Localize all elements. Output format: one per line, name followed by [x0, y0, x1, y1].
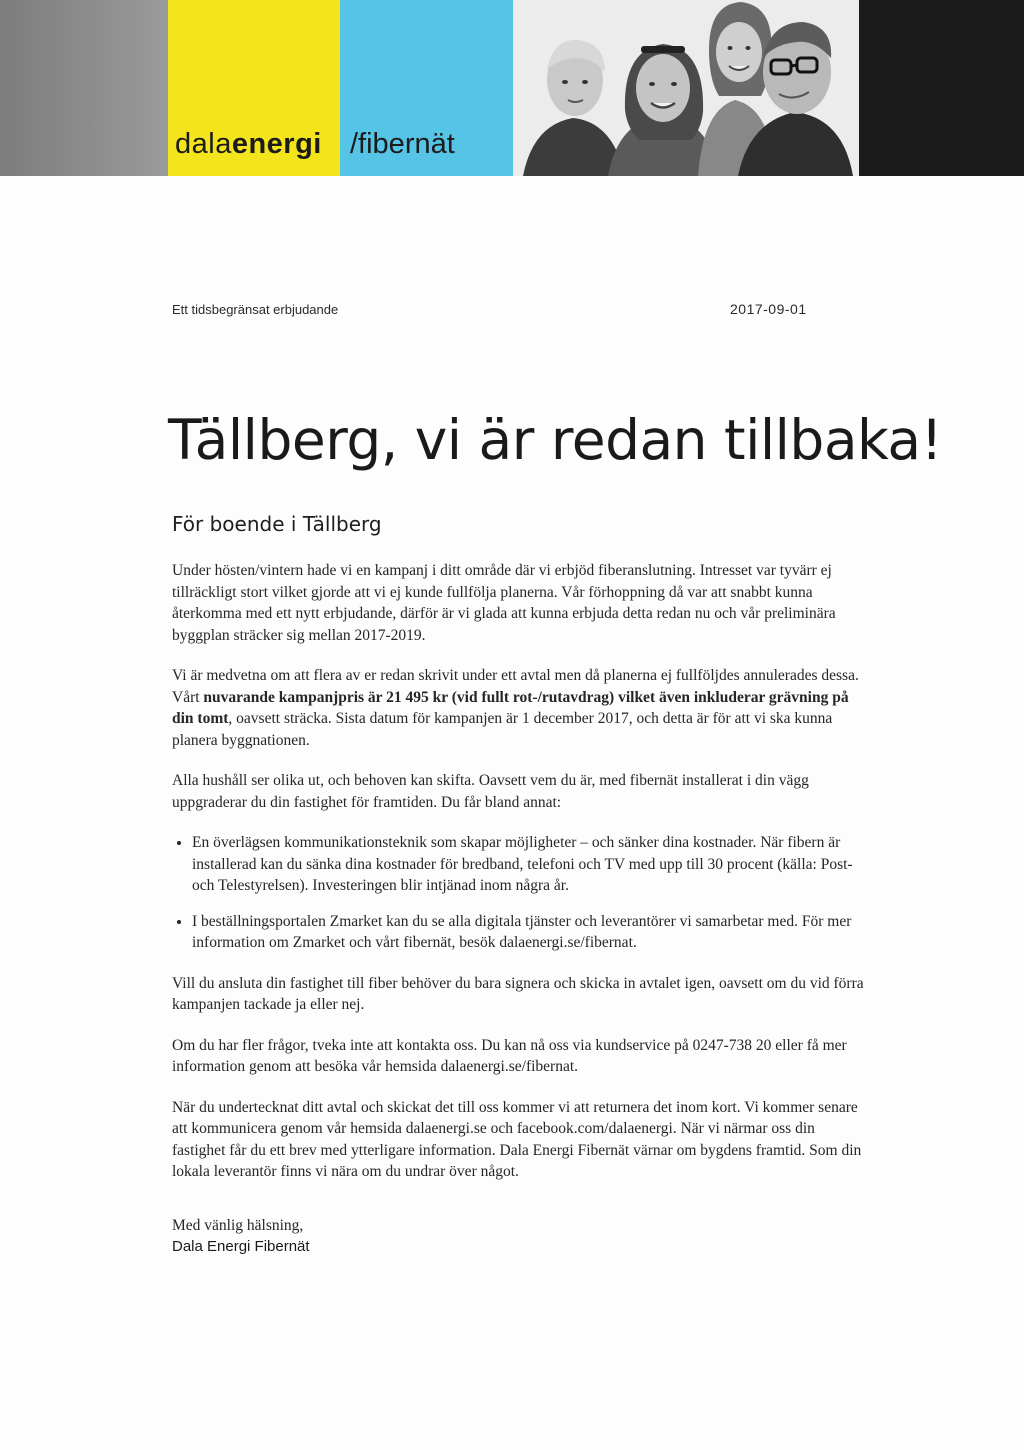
signature-block: [172, 1215, 872, 1258]
header-banner: [0, 0, 1024, 176]
signature-sender: Dala Energi Fibernät: [172, 1238, 310, 1255]
letter-date: 2017-09-01: [730, 301, 807, 317]
brand-logo: [175, 128, 322, 161]
brand-logo-light: dala: [175, 128, 232, 160]
family-photo-illustration: [513, 0, 859, 176]
letter-body: [172, 560, 872, 1258]
list-item: • I beställningsportalen Zmarket kan du se alla digitala tjänster och leverantörer vi samarbetar med. För mer information om Zmarket och vårt fibernät, besök dalaenergi.se/fibernat.: [192, 911, 872, 954]
offer-label: Ett tidsbegränsat erbjudande: [172, 302, 339, 317]
subheading: För boende i Tällberg: [172, 512, 382, 536]
paragraph-signup: Vill du ansluta din fastighet till fiber behöver du bara signera och skicka in avtalet igen, oavsett om du vid förra kampanjen tackade ja eller nej.: [172, 974, 864, 1013]
benefits-list: [172, 832, 872, 954]
signature-closing: Med vänlig hälsning,: [172, 1216, 304, 1234]
banner-gray-block: [0, 0, 168, 176]
paragraph-contact: Om du har fler frågor, tveka inte att kontakta oss. Du kan nå oss via kundservice på 0247-738 20 eller få mer information genom att besöka vår hemsida dalaenergi.se/fibernat.: [172, 1036, 847, 1075]
paragraph-intro: Under hösten/vintern hade vi en kampanj i ditt område där vi erbjöd fiberanslutning. Intresset var tyvärr ej tillräckligt stort vilket gjorde att vi ej kunde fullfölja planerna. Vår förhoppning då var att snabbt kunna återkomma med ett nytt erbjudande, därför är vi glada att kunna erbjuda detta redan nu och vår preliminära byggplan sträcker sig mellan 2017-2019.: [172, 562, 836, 644]
campaign-price-highlight: nuvarande kampanjpris är 21 495 kr (vid fullt rot-/rutavdrag) vilket även inkluderar grävning på din tomt: [172, 688, 849, 727]
brand-suffix: /fibernät: [350, 128, 455, 160]
list-item: • En överlägsen kommunikationsteknik som skapar möjligheter – och sänker dina kostnader. När fibern är installerad kan du sänka dina kostnader för bredband, telefoni och TV med upp till 30 procent (källa: Post- och Telestyrelsen). Investeringen blir intjänad inom några år.: [192, 832, 872, 897]
paragraph-benefits-intro: Alla hushåll ser olika ut, och behoven kan skifta. Oavsett vem du är, med fibernät installerat i din vägg uppgraderar du din fastighet för framtiden. Du får bland annat:: [172, 772, 809, 811]
paragraph-offer-end: , oavsett sträcka. Sista datum för kampanjen är 1 december 2017, och detta är för att vi ska kunna planera byggnationen.: [172, 710, 833, 749]
paragraph-offer-start: Vi är medvetna om att flera av er redan skrivit under ett avtal men då planerna ej fullföljdes annulerades dessa. Vårt: [172, 667, 859, 706]
paragraph-followup: När du undertecknat ditt avtal och skickat det till oss kommer vi att returnera det inom kort. Vi kommer senare att kommunicera genom vår hemsida dalaenergi.se och facebook.com/dalaenergi. När vi närmar oss din fastighet får du ett brev med ytterligare information. Dala Energi Fibernät värnar om bygdens framtid. Som din lokala leverantör finns vi nära om du undrar över något.: [172, 1098, 862, 1180]
banner-black-block: [859, 0, 1024, 176]
page-title: Tällberg, vi är redan tillbaka!: [168, 408, 943, 472]
family-photo: [513, 0, 859, 176]
brand-logo-bold: energi: [231, 128, 322, 160]
paragraph-offer: [172, 665, 872, 751]
